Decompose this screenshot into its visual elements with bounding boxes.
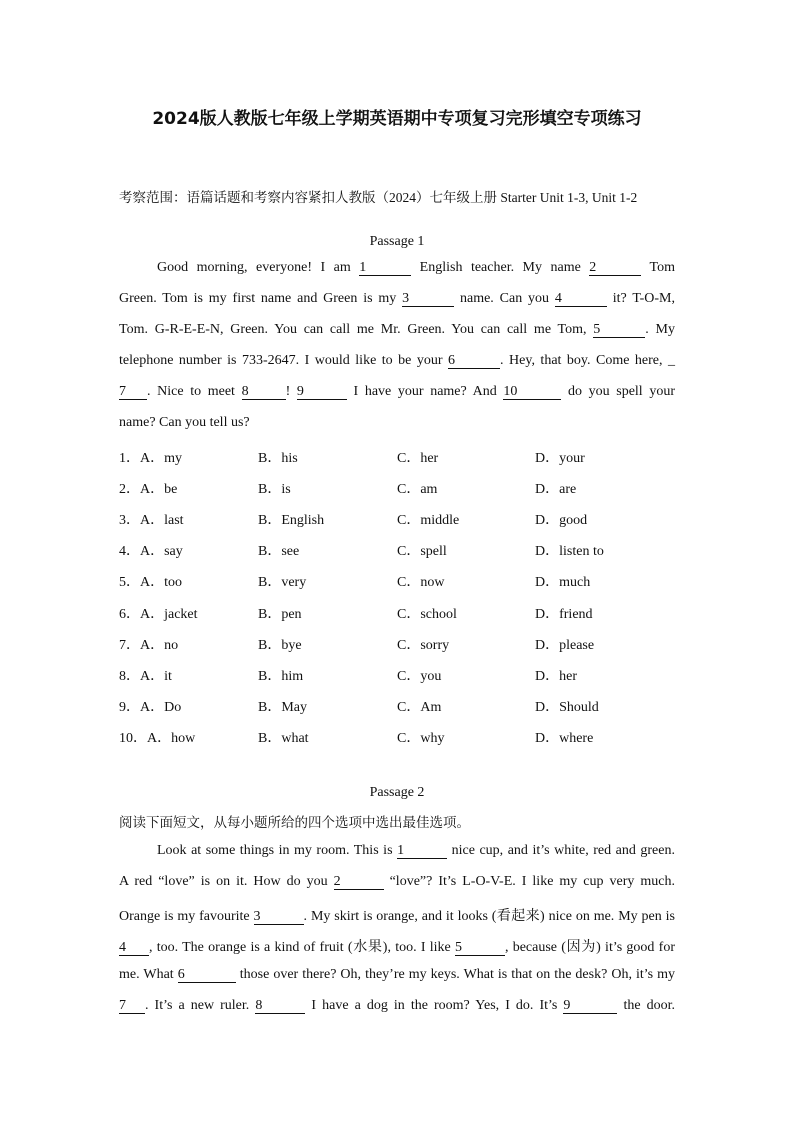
- answer-blank: 7: [119, 999, 145, 1014]
- answer-blank: 4: [555, 292, 607, 307]
- answer-option: C．middle: [397, 513, 460, 529]
- answer-blank: 10: [503, 385, 561, 400]
- answer-option: D．your: [535, 451, 585, 466]
- answer-option: D．are: [535, 482, 577, 498]
- document-title: 2024版人教版七年级上学期英语期中专项复习完形填空专项练习: [152, 109, 642, 129]
- passage-line: [119, 415, 675, 431]
- answer-option: D．good: [535, 513, 588, 529]
- answer-option: 3．A．last: [119, 513, 184, 529]
- answer-option: B．what: [258, 730, 309, 746]
- passage-text: those over there? Oh, they’re my keys. What is that on the desk? Oh, it’s my: [235, 967, 675, 982]
- passage-text: . It’s a new ruler.: [145, 998, 256, 1013]
- answer-option: C．her: [397, 451, 439, 466]
- answer-option: C．am: [397, 482, 438, 498]
- answer-blank: 9: [563, 999, 617, 1014]
- answer-option: B．May: [258, 699, 307, 715]
- answer-option: B．his: [258, 451, 298, 466]
- passage-line: [119, 998, 675, 1014]
- answer-option: D．Should: [535, 699, 599, 715]
- passage-text: name? Can you tell us?: [119, 415, 250, 430]
- passage-line: [157, 843, 675, 859]
- answer-option: C．you: [397, 668, 442, 684]
- answer-option: B．is: [258, 482, 291, 498]
- answer-option: 1．A．my: [119, 451, 182, 466]
- answer-blank: 5: [593, 323, 645, 338]
- passage-line: [157, 260, 675, 276]
- passage-line: [119, 874, 675, 890]
- passage-text: Tom. G-R-E-E-N, Green. You can call me Mr. Green. You can call me Tom,: [119, 322, 594, 337]
- passage-text: English teacher. My name: [411, 260, 590, 275]
- answer-option: 2．A．be: [119, 482, 178, 498]
- answer-blank: 3: [402, 292, 454, 307]
- passage-text: I have your name? And: [346, 384, 504, 399]
- passage-line: [119, 353, 675, 369]
- answer-option: 6．A．jacket: [119, 606, 198, 622]
- answer-option: C．Am: [397, 699, 442, 715]
- passage-text: nice cup, and it’s white, red and green.: [447, 843, 675, 858]
- passage-line: [119, 291, 675, 307]
- passage-text: Good morning, everyone! I am: [157, 260, 360, 275]
- passage-line: [119, 384, 675, 400]
- answer-option: 10．A．how: [119, 730, 196, 746]
- passage2-instruction: 阅读下面短文，从每小题所给的四个选项中选出最佳选项。: [119, 815, 470, 830]
- answer-option: B．him: [258, 668, 304, 684]
- passage-text: . Hey, that boy. Come here, _: [500, 353, 676, 368]
- answer-option: B．very: [258, 575, 307, 591]
- answer-option: D．friend: [535, 606, 593, 622]
- answer-blank: 8: [255, 999, 305, 1014]
- passage-text: Tom: [641, 260, 675, 275]
- answer-option: B．English: [258, 513, 325, 529]
- answer-option: D．much: [535, 575, 591, 591]
- answer-option: 5．A．too: [119, 575, 182, 591]
- answer-blank: 6: [448, 354, 500, 369]
- answer-option: 4．A．say: [119, 544, 183, 560]
- passage-line: [119, 936, 675, 956]
- passage-text: do you spell your: [561, 384, 675, 399]
- passage-text: Orange is my favourite: [119, 909, 254, 924]
- passage-line: [119, 905, 675, 925]
- passage-text: A red “love” is on it. How do you: [119, 874, 334, 889]
- passage1-title: Passage 1: [369, 234, 425, 249]
- passage-text: the door.: [617, 998, 675, 1013]
- passage-text: Green. Tom is my first name and Green is my: [119, 291, 403, 306]
- answer-option: C．school: [397, 606, 457, 622]
- passage-text: “love”? It’s L-O-V-E. I like my cup very much.: [383, 874, 675, 889]
- passage-text: name. Can you: [454, 291, 555, 306]
- passage-text: Look at some things in my room. This is: [157, 843, 398, 858]
- answer-option: D．please: [535, 637, 595, 653]
- passage-text: , because (因为) it’s good for: [504, 940, 675, 955]
- answer-blank: 1: [397, 844, 447, 859]
- answer-blank: 9: [297, 385, 347, 400]
- passage-text: !: [285, 384, 297, 399]
- passage-text: . My: [645, 322, 675, 337]
- answer-blank: 7: [119, 385, 147, 400]
- answer-option: D．listen to: [535, 544, 604, 560]
- answer-option: D．where: [535, 730, 594, 746]
- answer-option: 7．A．no: [119, 637, 179, 653]
- passage-text: it? T-O-M,: [606, 291, 675, 306]
- answer-option: D．her: [535, 668, 577, 684]
- passage-text: me. What: [119, 967, 178, 982]
- answer-option: 9．A．Do: [119, 699, 182, 715]
- passage-text: . Nice to meet: [147, 384, 242, 399]
- answer-blank: 1: [359, 261, 411, 276]
- answer-blank: 2: [589, 261, 641, 276]
- passage2-title: Passage 2: [369, 785, 425, 800]
- answer-blank: 6: [178, 968, 236, 983]
- answer-option: 8．A．it: [119, 668, 172, 684]
- answer-blank: 3: [254, 910, 304, 925]
- passage-line: [119, 322, 675, 338]
- answer-blank: 2: [334, 875, 384, 890]
- answer-option: B．pen: [258, 606, 302, 622]
- answer-blank: 8: [242, 385, 286, 400]
- answer-option: B．bye: [258, 637, 302, 653]
- answer-blank: 4: [119, 941, 149, 956]
- exam-scope: 考察范围：语篇话题和考察内容紧扣人教版（2024）七年级上册 Starter Unit 1-3, Unit 1-2: [119, 190, 638, 205]
- answer-option: C．sorry: [397, 637, 450, 653]
- passage-line: [119, 967, 675, 983]
- answer-option: B．see: [258, 544, 300, 560]
- answer-option: C．now: [397, 575, 445, 591]
- answer-blank: 5: [455, 941, 505, 956]
- passage-text: . My skirt is orange, and it looks (看起来) nice on me. My pen is: [303, 909, 675, 924]
- passage-text: I have a dog in the room? Yes, I do. It’s: [305, 998, 564, 1013]
- passage-text: telephone number is 733-2647. I would like to be your: [119, 353, 449, 368]
- passage-text: , too. The orange is a kind of fruit (水果), too. I like: [149, 940, 455, 955]
- answer-option: C．spell: [397, 544, 447, 560]
- answer-option: C．why: [397, 730, 445, 746]
